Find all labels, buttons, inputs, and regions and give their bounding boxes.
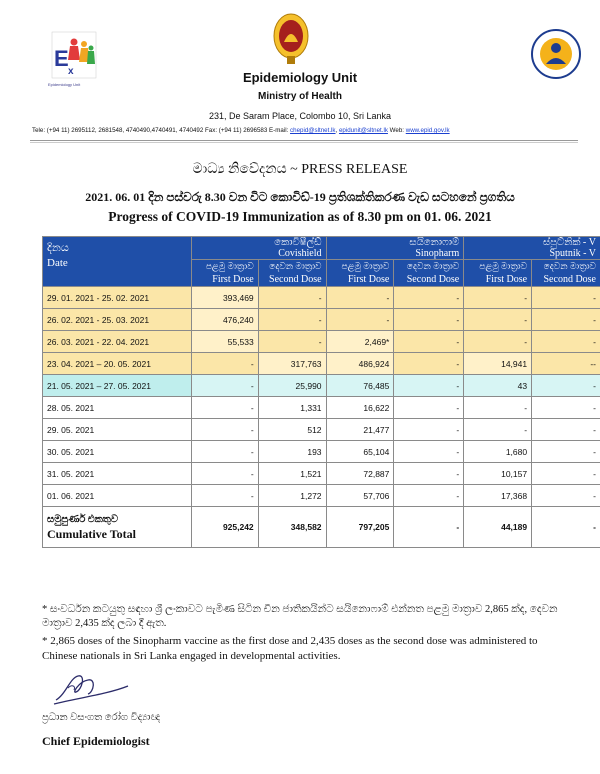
- table-row: [43, 419, 600, 441]
- cell-sin2: -: [394, 463, 464, 485]
- cell-cov2: 1,521: [258, 463, 326, 485]
- web-link[interactable]: www.epid.gov.lk: [405, 127, 450, 134]
- cell-cov2: 193: [258, 441, 326, 463]
- sinopharm-en: Sinopharm: [415, 248, 460, 259]
- sri-lanka-emblem: [272, 12, 310, 66]
- cell-cov1: -: [191, 353, 258, 375]
- covishield-header: [191, 237, 326, 260]
- cell-sin1: -: [326, 287, 394, 309]
- cell-sin2: -: [394, 485, 464, 507]
- row-date: 01. 06. 2021: [43, 485, 192, 507]
- cell-sin2: -: [394, 353, 464, 375]
- ministry-name: Ministry of Health: [258, 91, 342, 102]
- row-date: 26. 03. 2021 - 22. 04. 2021: [43, 331, 192, 353]
- cell-spu1: 10,157: [464, 463, 532, 485]
- total-spu1: 44,189: [464, 507, 532, 548]
- subtitle-sinhala: 2021. 06. 01 දින පස්වරු 8.30 වන විට කොවිඩ්-19 ප්‍රතිශක්තිකරණ වැඩ සටහනේ ප්‍රගතිය: [85, 190, 515, 204]
- svg-text:x: x: [68, 66, 74, 77]
- sinopharm-header: [326, 237, 464, 260]
- row-date: 23. 04. 2021 – 20. 05. 2021: [43, 353, 192, 375]
- row-date: 31. 05. 2021: [43, 463, 192, 485]
- spu-second-dose-header: [532, 260, 600, 287]
- cell-sin1: -: [326, 309, 394, 331]
- cell-cov1: -: [191, 463, 258, 485]
- cell-spu1: -: [464, 397, 532, 419]
- cell-cov1: -: [191, 485, 258, 507]
- second-dose-en: Second Dose: [269, 274, 322, 285]
- table-row: [43, 309, 600, 331]
- total-cov1: 925,242: [191, 507, 258, 548]
- cov-first-dose-header: [191, 260, 258, 287]
- email-link-2[interactable]: epidunit@sltnet.lk: [338, 127, 388, 134]
- cell-spu2: -: [532, 331, 600, 353]
- cell-sin1: 57,706: [326, 485, 394, 507]
- table-row: [43, 287, 600, 309]
- immunization-table: [42, 236, 600, 548]
- second-dose-en: Second Dose: [406, 274, 460, 285]
- svg-text:E: E: [54, 46, 69, 71]
- sin-second-dose-header: [394, 260, 464, 287]
- date-header: [43, 237, 192, 287]
- signatory-title-si: ප්‍රධාන වසංගත රෝග විද්‍යාඥ: [42, 712, 161, 723]
- cell-spu1: 17,368: [464, 485, 532, 507]
- cell-cov1: -: [191, 419, 258, 441]
- first-dose-si: පළමු මාත්‍රාව: [479, 261, 528, 271]
- first-dose-si: පළමු මාත්‍රාව: [205, 261, 254, 271]
- covishield-en: Covishield: [278, 248, 322, 259]
- table-row: [43, 353, 600, 375]
- cell-spu2: -: [532, 419, 600, 441]
- table-row: [43, 485, 600, 507]
- first-dose-si: පළමු මාත්‍රාව: [341, 261, 390, 271]
- cell-spu1: -: [464, 287, 532, 309]
- table-row: [43, 441, 600, 463]
- sputnik-en: Sputnik - V: [549, 248, 596, 259]
- cell-sin2: -: [394, 375, 464, 397]
- cell-spu2: -: [532, 485, 600, 507]
- cell-spu1: 14,941: [464, 353, 532, 375]
- cell-cov2: -: [258, 309, 326, 331]
- address: 231, De Saram Place, Colombo 10, Sri Lanka: [208, 111, 392, 121]
- second-dose-en: Second Dose: [543, 274, 596, 285]
- cell-sin1: 2,469*: [326, 331, 394, 353]
- cell-spu2: --: [532, 353, 600, 375]
- sinopharm-si: සයිනොෆාම්: [409, 237, 460, 248]
- header-divider: [30, 140, 578, 141]
- web-label: Web:: [389, 127, 404, 134]
- cell-cov1: 476,240: [191, 309, 258, 331]
- press-release-title: මාධ්‍ය නිවේදනය ~ PRESS RELEASE: [192, 162, 408, 177]
- second-dose-si: දෙවන මාත්‍රාව: [543, 261, 596, 271]
- cell-sin1: 72,887: [326, 463, 394, 485]
- footnote-sinhala: * සංවර්ධන කටයුතු සඳහා ශ්‍රී ලංකාවට පැමිණ සිටින චීන ජාතිකයින්ට සයිනොෆාම් එන්නත පළමු මාත්‍රාව 2,865 ක්ද, දෙවන මාත්‍රාව 2,435 ක්ද ලබා දී ඇත.: [42, 604, 558, 629]
- total-spu2: -: [532, 507, 600, 548]
- cumulative-total-row: [43, 507, 600, 548]
- cell-sin1: 65,104: [326, 441, 394, 463]
- cell-sin2: -: [394, 309, 464, 331]
- sin-first-dose-header: [326, 260, 394, 287]
- row-date: 29. 05. 2021: [43, 419, 192, 441]
- cell-spu1: 43: [464, 375, 532, 397]
- cov-second-dose-header: [258, 260, 326, 287]
- cell-cov1: 393,469: [191, 287, 258, 309]
- cell-sin1: 21,477: [326, 419, 394, 441]
- cell-spu2: -: [532, 375, 600, 397]
- first-dose-en: First Dose: [485, 274, 528, 285]
- cell-cov2: 25,990: [258, 375, 326, 397]
- row-date: 28. 05. 2021: [43, 397, 192, 419]
- cell-spu2: -: [532, 309, 600, 331]
- cell-cov2: -: [258, 331, 326, 353]
- cell-spu2: -: [532, 441, 600, 463]
- subtitle-english: Progress of COVID-19 Immunization as of 8.30 pm on 01. 06. 2021: [108, 209, 492, 224]
- sputnik-header: [464, 237, 600, 260]
- row-date: 30. 05. 2021: [43, 441, 192, 463]
- footnote-english: * 2,865 doses of the Sinopharm vaccine as the first dose and 2,435 doses as the second dose was administered to Chinese nationals in Sri Lanka engaged in developmental activities.: [42, 635, 538, 662]
- cell-cov2: 1,272: [258, 485, 326, 507]
- cell-sin1: 486,924: [326, 353, 394, 375]
- cell-spu2: -: [532, 397, 600, 419]
- total-sin2: -: [394, 507, 464, 548]
- logo-tagline: Epidemiology Unit: [48, 82, 81, 87]
- total-label-si: සමුපුර්ණ එකතුව: [47, 514, 119, 525]
- second-dose-si: දෙවන මාත්‍රාව: [406, 261, 460, 271]
- cell-cov1: -: [191, 397, 258, 419]
- table-row: [43, 375, 600, 397]
- cell-cov1: -: [191, 441, 258, 463]
- contact-line: Tele: (+94 11) 2695112, 2681548, 4740490,4740491, 4740492 Fax: (+94 11) 2696583 E-mail: chepid@sltnet.lk, epidunit@sltnet.lk Web: www.epid.gov.lk: [32, 127, 450, 134]
- cell-cov2: 1,331: [258, 397, 326, 419]
- cell-spu1: -: [464, 309, 532, 331]
- cell-cov2: 317,763: [258, 353, 326, 375]
- total-cov2: 348,582: [258, 507, 326, 548]
- cell-spu1: -: [464, 419, 532, 441]
- sputnik-si: ස්පුට්නික් - V: [543, 237, 596, 248]
- table-row: [43, 463, 600, 485]
- org-title: Epidemiology Unit: [242, 70, 358, 85]
- signature-image: [48, 664, 138, 712]
- cell-sin1: 76,485: [326, 375, 394, 397]
- first-dose-en: First Dose: [347, 274, 390, 285]
- table-row: [43, 397, 600, 419]
- total-label-en: Cumulative Total: [47, 527, 137, 541]
- cell-spu2: -: [532, 463, 600, 485]
- row-date: 26. 02. 2021 - 25. 03. 2021: [43, 309, 192, 331]
- cell-cov1: -: [191, 375, 258, 397]
- spu-first-dose-header: [464, 260, 532, 287]
- table-header-row-1: [43, 237, 600, 260]
- row-date: 21. 05. 2021 – 27. 05. 2021: [43, 375, 192, 397]
- cell-cov2: -: [258, 287, 326, 309]
- table-row: [43, 331, 600, 353]
- cell-sin2: -: [394, 419, 464, 441]
- row-date: 29. 01. 2021 - 25. 02. 2021: [43, 287, 192, 309]
- email-link-1[interactable]: chepid@sltnet.lk: [290, 127, 336, 134]
- total-sin1: 797,205: [326, 507, 394, 548]
- cell-sin2: -: [394, 441, 464, 463]
- cell-sin2: -: [394, 287, 464, 309]
- cell-cov1: 55,533: [191, 331, 258, 353]
- contact-text: Tele: (+94 11) 2695112, 2681548, 4740490,4740491, 4740492 Fax: (+94 11) 2696583 E-mail:: [32, 127, 289, 134]
- signatory-title-en: Chief Epidemiologist: [42, 734, 150, 748]
- covishield-si: කොවිෂීල්ඩ්: [274, 237, 322, 248]
- date-header-si: දිනය: [47, 242, 69, 254]
- cell-sin1: 16,622: [326, 397, 394, 419]
- first-dose-en: First Dose: [212, 274, 254, 285]
- cell-sin2: -: [394, 331, 464, 353]
- cell-sin2: -: [394, 397, 464, 419]
- cell-cov2: 512: [258, 419, 326, 441]
- cell-spu1: 1,680: [464, 441, 532, 463]
- second-dose-si: දෙවන මාත්‍රාව: [269, 261, 322, 271]
- date-header-en: Date: [47, 257, 68, 269]
- cell-spu2: -: [532, 287, 600, 309]
- total-label: [43, 507, 192, 548]
- cell-spu1: -: [464, 331, 532, 353]
- header-divider-2: [30, 142, 578, 143]
